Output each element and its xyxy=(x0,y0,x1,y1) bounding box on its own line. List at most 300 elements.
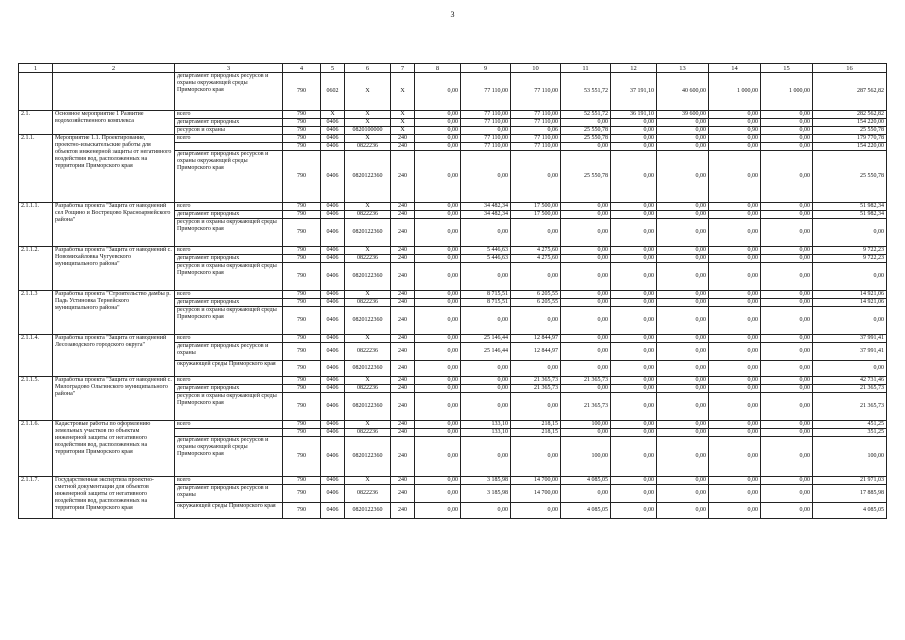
amount-col-13: 0,00 xyxy=(657,263,709,291)
section-code: 0602 xyxy=(321,73,345,111)
amount-col-15: 0,00 xyxy=(761,429,813,437)
amount-col-16: 154 220,00 xyxy=(813,119,887,127)
row-number: 2.1.1.7. xyxy=(19,477,53,519)
column-number-13: 13 xyxy=(657,64,709,73)
section-code: 0406 xyxy=(321,503,345,519)
amount-col-14: 0,00 xyxy=(709,119,761,127)
amount-col-9: 0,00 xyxy=(461,151,511,203)
target-article-code: X xyxy=(345,73,391,111)
amount-col-16: 51 982,34 xyxy=(813,203,887,211)
amount-col-16: 14 921,06 xyxy=(813,299,887,307)
amount-col-12: 0,00 xyxy=(611,247,657,255)
column-number-11: 11 xyxy=(561,64,611,73)
amount-col-15: 0,00 xyxy=(761,343,813,361)
amount-col-14: 0,00 xyxy=(709,111,761,119)
amount-col-13: 0,00 xyxy=(657,485,709,503)
grbs-code: 790 xyxy=(283,203,321,211)
amount-col-10: 0,00 xyxy=(511,151,561,203)
amount-col-9: 133,10 xyxy=(461,429,511,437)
amount-col-13: 0,00 xyxy=(657,393,709,421)
amount-col-8: 0,00 xyxy=(415,143,461,151)
section-code: 0406 xyxy=(321,203,345,211)
section-code: 0406 xyxy=(321,393,345,421)
amount-col-16: 0,00 xyxy=(813,307,887,335)
amount-col-10: 4 275,60 xyxy=(511,255,561,263)
amount-col-16: 0,00 xyxy=(813,361,887,377)
amount-col-14: 0,00 xyxy=(709,393,761,421)
expense-type-code: 240 xyxy=(391,343,415,361)
target-article-code: 0820122360 xyxy=(345,219,391,247)
grbs-code: 790 xyxy=(283,421,321,429)
responsible-executor: департамент природных xyxy=(175,299,283,307)
target-article-code: 0820122360 xyxy=(345,393,391,421)
amount-col-13: 0,00 xyxy=(657,151,709,203)
amount-col-8: 0,00 xyxy=(415,377,461,385)
amount-col-12: 0,00 xyxy=(611,151,657,203)
amount-col-15: 0,00 xyxy=(761,143,813,151)
grbs-code: 790 xyxy=(283,437,321,477)
amount-col-9: 0,00 xyxy=(461,437,511,477)
target-article-code: X xyxy=(345,421,391,429)
table-row xyxy=(19,203,887,211)
amount-col-11: 100,00 xyxy=(561,437,611,477)
amount-col-11: 0,00 xyxy=(561,307,611,335)
amount-col-12: 0,00 xyxy=(611,343,657,361)
amount-col-16: 287 562,82 xyxy=(813,73,887,111)
amount-col-15: 0,00 xyxy=(761,263,813,291)
table-row xyxy=(19,73,887,111)
amount-col-16: 51 982,34 xyxy=(813,211,887,219)
target-article-code: 0822236 xyxy=(345,211,391,219)
amount-col-10: 218,15 xyxy=(511,421,561,429)
measure-name: Государственная экспертиза проектно-сметной документации для объектов инженерной защиты от негативного воздействия вод, расположенных на территории Приморского края xyxy=(53,477,175,519)
amount-col-10: 77 110,00 xyxy=(511,111,561,119)
column-number-4: 4 xyxy=(283,64,321,73)
amount-col-14: 0,00 xyxy=(709,203,761,211)
amount-col-15: 0,00 xyxy=(761,291,813,299)
grbs-code: 790 xyxy=(283,393,321,421)
table-row xyxy=(19,477,887,485)
amount-col-13: 0,00 xyxy=(657,291,709,299)
column-number-8: 8 xyxy=(415,64,461,73)
grbs-code: 790 xyxy=(283,135,321,143)
amount-col-8: 0,00 xyxy=(415,211,461,219)
column-number-5: 5 xyxy=(321,64,345,73)
amount-col-16: 0,00 xyxy=(813,263,887,291)
target-article-code: X xyxy=(345,335,391,343)
grbs-code: 790 xyxy=(283,361,321,377)
amount-col-15: 0,00 xyxy=(761,335,813,343)
section-code: 0406 xyxy=(321,421,345,429)
responsible-executor: департамент природных ресурсов и охраны окружающей среды Приморского края xyxy=(175,151,283,203)
amount-col-14: 1 000,00 xyxy=(709,73,761,111)
amount-col-8: 0,00 xyxy=(415,429,461,437)
amount-col-9: 77 110,00 xyxy=(461,135,511,143)
amount-col-13: 40 600,00 xyxy=(657,73,709,111)
responsible-executor: всего xyxy=(175,203,283,211)
expense-type-code: 240 xyxy=(391,377,415,385)
section-code: 0406 xyxy=(321,263,345,291)
table-row xyxy=(19,421,887,429)
column-number-15: 15 xyxy=(761,64,813,73)
expense-type-code: 240 xyxy=(391,291,415,299)
expense-type-code: 240 xyxy=(391,135,415,143)
expense-type-code: 240 xyxy=(391,393,415,421)
section-code: 0406 xyxy=(321,307,345,335)
amount-col-14: 0,00 xyxy=(709,429,761,437)
amount-col-11: 0,00 xyxy=(561,219,611,247)
amount-col-15: 0,00 xyxy=(761,307,813,335)
amount-col-13: 0,00 xyxy=(657,211,709,219)
column-number-9: 9 xyxy=(461,64,511,73)
amount-col-16: 37 991,41 xyxy=(813,335,887,343)
amount-col-14: 0,00 xyxy=(709,477,761,485)
column-number-6: 6 xyxy=(345,64,391,73)
amount-col-14: 0,00 xyxy=(709,335,761,343)
amount-col-15: 0,00 xyxy=(761,127,813,135)
section-code: 0406 xyxy=(321,127,345,135)
amount-col-15: 0,00 xyxy=(761,385,813,393)
grbs-code: 790 xyxy=(283,503,321,519)
grbs-code: 790 xyxy=(283,151,321,203)
row-number: 2.1.1. xyxy=(19,135,53,203)
amount-col-9: 8 715,51 xyxy=(461,291,511,299)
amount-col-15: 0,00 xyxy=(761,361,813,377)
grbs-code: 790 xyxy=(283,111,321,119)
amount-col-8: 0,00 xyxy=(415,503,461,519)
expense-type-code: 240 xyxy=(391,485,415,503)
amount-col-13: 0,00 xyxy=(657,127,709,135)
amount-col-8: 0,00 xyxy=(415,151,461,203)
amount-col-8: 0,00 xyxy=(415,255,461,263)
responsible-executor: всего xyxy=(175,135,283,143)
budget-table xyxy=(18,63,887,519)
amount-col-8: 0,00 xyxy=(415,291,461,299)
responsible-executor: всего xyxy=(175,421,283,429)
amount-col-13: 0,00 xyxy=(657,119,709,127)
amount-col-15: 1 000,00 xyxy=(761,73,813,111)
amount-col-13: 0,00 xyxy=(657,135,709,143)
target-article-code: 0822236 xyxy=(345,299,391,307)
amount-col-8: 0,00 xyxy=(415,127,461,135)
amount-col-15: 0,00 xyxy=(761,485,813,503)
responsible-executor: всего xyxy=(175,335,283,343)
section-code: 0406 xyxy=(321,291,345,299)
amount-col-16: 154 220,00 xyxy=(813,143,887,151)
section-code: 0406 xyxy=(321,255,345,263)
responsible-executor: департамент природных xyxy=(175,211,283,219)
amount-col-13: 0,00 xyxy=(657,299,709,307)
grbs-code: 790 xyxy=(283,263,321,291)
column-number-16: 16 xyxy=(813,64,887,73)
column-number-3: 3 xyxy=(175,64,283,73)
amount-col-11: 21 365,73 xyxy=(561,377,611,385)
expense-type-code: 240 xyxy=(391,255,415,263)
amount-col-15: 0,00 xyxy=(761,437,813,477)
amount-col-10: 0,00 xyxy=(511,503,561,519)
section-code: 0406 xyxy=(321,119,345,127)
amount-col-11: 0,00 xyxy=(561,255,611,263)
amount-col-16: 21 365,73 xyxy=(813,393,887,421)
amount-col-8: 0,00 xyxy=(415,247,461,255)
measure-name: Основное мероприятие 1 Развитие водохозяйственного комплекса xyxy=(53,111,175,135)
responsible-executor: департамент природных xyxy=(175,255,283,263)
amount-col-11: 0,00 xyxy=(561,263,611,291)
section-code: 0406 xyxy=(321,247,345,255)
section-code: 0406 xyxy=(321,343,345,361)
amount-col-13: 0,00 xyxy=(657,429,709,437)
amount-col-9: 5 446,63 xyxy=(461,255,511,263)
measure-name: Кадастровые работы по оформлению земельных участков по объектам инженерной защиты от негативного воздействия вод, расположенных на территории Приморского края xyxy=(53,421,175,477)
amount-col-10: 77 110,00 xyxy=(511,143,561,151)
grbs-code: 790 xyxy=(283,291,321,299)
amount-col-15: 0,00 xyxy=(761,151,813,203)
amount-col-12: 0,00 xyxy=(611,503,657,519)
amount-col-16: 21 365,73 xyxy=(813,385,887,393)
amount-col-14: 0,00 xyxy=(709,307,761,335)
column-number-1: 1 xyxy=(19,64,53,73)
row-number: 2.1.1.5. xyxy=(19,377,53,421)
amount-col-11: 52 551,72 xyxy=(561,111,611,119)
amount-col-16: 25 550,78 xyxy=(813,151,887,203)
target-article-code: 0822236 xyxy=(345,143,391,151)
measure-name: Разработка проекта "Защита от наводнений сел Рощино и Вострецово Красноармейского района" xyxy=(53,203,175,247)
amount-col-9: 34 482,34 xyxy=(461,203,511,211)
amount-col-16: 4 085,05 xyxy=(813,503,887,519)
amount-col-14: 0,00 xyxy=(709,211,761,219)
amount-col-15: 0,00 xyxy=(761,247,813,255)
amount-col-16: 37 991,41 xyxy=(813,343,887,361)
table-row xyxy=(19,377,887,385)
amount-col-9: 0,00 xyxy=(461,263,511,291)
amount-col-14: 0,00 xyxy=(709,151,761,203)
amount-col-12: 0,00 xyxy=(611,429,657,437)
grbs-code: 790 xyxy=(283,211,321,219)
target-article-code: X xyxy=(345,135,391,143)
measure-name: Разработка проекта "Защита от наводнений с. Милоградово Ольгинского муниципального района" xyxy=(53,377,175,421)
amount-col-16: 14 921,06 xyxy=(813,291,887,299)
responsible-executor: всего xyxy=(175,247,283,255)
grbs-code: 790 xyxy=(283,299,321,307)
amount-col-11: 0,00 xyxy=(561,429,611,437)
amount-col-14: 0,00 xyxy=(709,343,761,361)
target-article-code: 0822236 xyxy=(345,385,391,393)
expense-type-code: 240 xyxy=(391,247,415,255)
expense-type-code: 240 xyxy=(391,503,415,519)
responsible-executor: ресурсов и охраны окружающей среды Приморского края xyxy=(175,219,283,247)
target-article-code: 0820122360 xyxy=(345,437,391,477)
expense-type-code: 240 xyxy=(391,437,415,477)
amount-col-11: 0,00 xyxy=(561,291,611,299)
amount-col-10: 0,00 xyxy=(511,437,561,477)
amount-col-10: 218,15 xyxy=(511,429,561,437)
amount-col-12: 0,00 xyxy=(611,135,657,143)
amount-col-12: 0,00 xyxy=(611,393,657,421)
amount-col-16: 9 722,23 xyxy=(813,255,887,263)
amount-col-9: 5 446,63 xyxy=(461,247,511,255)
amount-col-10: 0,00 xyxy=(511,361,561,377)
measure-name: Разработка проекта "Защита от наводнений Лесозаводского городского округа" xyxy=(53,335,175,377)
target-article-code: X xyxy=(345,477,391,485)
amount-col-12: 0,00 xyxy=(611,421,657,429)
section-code: 0406 xyxy=(321,429,345,437)
amount-col-14: 0,00 xyxy=(709,219,761,247)
amount-col-15: 0,00 xyxy=(761,421,813,429)
grbs-code: 790 xyxy=(283,307,321,335)
amount-col-10: 12 844,97 xyxy=(511,335,561,343)
measure-name: Разработка проекта "Строительство дамбы р. Падь Устиновка Тернейского муниципального района" xyxy=(53,291,175,335)
grbs-code: 790 xyxy=(283,143,321,151)
column-number-14: 14 xyxy=(709,64,761,73)
amount-col-9: 77 110,00 xyxy=(461,119,511,127)
amount-col-16: 21 971,03 xyxy=(813,477,887,485)
amount-col-12: 0,00 xyxy=(611,127,657,135)
amount-col-15: 0,00 xyxy=(761,211,813,219)
expense-type-code: X xyxy=(391,73,415,111)
grbs-code: 790 xyxy=(283,119,321,127)
amount-col-9: 34 482,34 xyxy=(461,211,511,219)
amount-col-11: 0,00 xyxy=(561,143,611,151)
amount-col-14: 0,00 xyxy=(709,291,761,299)
amount-col-11: 0,00 xyxy=(561,385,611,393)
amount-col-10: 0,00 xyxy=(511,219,561,247)
responsible-executor: ресурсов и охраны xyxy=(175,127,283,135)
expense-type-code: X xyxy=(391,111,415,119)
amount-col-9: 0,00 xyxy=(461,393,511,421)
amount-col-13: 0,00 xyxy=(657,143,709,151)
amount-col-8: 0,00 xyxy=(415,299,461,307)
grbs-code: 790 xyxy=(283,477,321,485)
amount-col-14: 0,00 xyxy=(709,263,761,291)
section-code: 0406 xyxy=(321,135,345,143)
target-article-code: X xyxy=(345,291,391,299)
table-row xyxy=(19,135,887,143)
amount-col-13: 0,00 xyxy=(657,377,709,385)
amount-col-11: 0,00 xyxy=(561,247,611,255)
amount-col-15: 0,00 xyxy=(761,503,813,519)
section-code: 0406 xyxy=(321,437,345,477)
responsible-executor: всего xyxy=(175,111,283,119)
amount-col-9: 0,00 xyxy=(461,503,511,519)
amount-col-9: 0,00 xyxy=(461,377,511,385)
amount-col-13: 0,00 xyxy=(657,343,709,361)
amount-col-12: 0,00 xyxy=(611,203,657,211)
amount-col-10: 6 205,55 xyxy=(511,299,561,307)
amount-col-13: 0,00 xyxy=(657,335,709,343)
amount-col-9: 0,00 xyxy=(461,361,511,377)
amount-col-12: 0,00 xyxy=(611,377,657,385)
grbs-code: 790 xyxy=(283,335,321,343)
expense-type-code: 240 xyxy=(391,211,415,219)
amount-col-10: 77 110,00 xyxy=(511,73,561,111)
amount-col-10: 17 500,00 xyxy=(511,211,561,219)
section-code: 0406 xyxy=(321,143,345,151)
grbs-code: 790 xyxy=(283,377,321,385)
responsible-executor: ресурсов и охраны окружающей среды Приморского края xyxy=(175,263,283,291)
amount-col-14: 0,00 xyxy=(709,437,761,477)
amount-col-14: 0,00 xyxy=(709,361,761,377)
row-number: 2.1.1.2. xyxy=(19,247,53,291)
amount-col-8: 0,00 xyxy=(415,119,461,127)
row-number xyxy=(19,73,53,111)
amount-col-12: 0,00 xyxy=(611,307,657,335)
amount-col-10: 0,06 xyxy=(511,127,561,135)
amount-col-15: 0,00 xyxy=(761,477,813,485)
amount-col-15: 0,00 xyxy=(761,135,813,143)
column-number-12: 12 xyxy=(611,64,657,73)
target-article-code: 0822236 xyxy=(345,429,391,437)
amount-col-14: 0,00 xyxy=(709,255,761,263)
target-article-code: X xyxy=(345,247,391,255)
amount-col-10: 14 700,00 xyxy=(511,477,561,485)
responsible-executor: ресурсов и охраны окружающей среды Приморского края xyxy=(175,307,283,335)
amount-col-8: 0,00 xyxy=(415,477,461,485)
amount-col-8: 0,00 xyxy=(415,385,461,393)
target-article-code: 0820122360 xyxy=(345,361,391,377)
amount-col-9: 3 185,98 xyxy=(461,477,511,485)
grbs-code: 790 xyxy=(283,247,321,255)
expense-type-code: 240 xyxy=(391,263,415,291)
amount-col-11: 0,00 xyxy=(561,211,611,219)
amount-col-12: 0,00 xyxy=(611,437,657,477)
amount-col-10: 14 700,00 xyxy=(511,485,561,503)
expense-type-code: 240 xyxy=(391,335,415,343)
amount-col-10: 0,00 xyxy=(511,263,561,291)
amount-col-15: 0,00 xyxy=(761,119,813,127)
amount-col-11: 0,00 xyxy=(561,299,611,307)
amount-col-16: 42 731,46 xyxy=(813,377,887,385)
amount-col-12: 0,00 xyxy=(611,299,657,307)
amount-col-8: 0,00 xyxy=(415,421,461,429)
section-code: 0406 xyxy=(321,361,345,377)
amount-col-8: 0,00 xyxy=(415,485,461,503)
expense-type-code: X xyxy=(391,127,415,135)
section-code: 0406 xyxy=(321,151,345,203)
amount-col-9: 133,10 xyxy=(461,421,511,429)
target-article-code: 0820122360 xyxy=(345,263,391,291)
responsible-executor: окружающей среды Приморского края xyxy=(175,503,283,519)
responsible-executor: департамент природных ресурсов и охраны окружающей среды Приморского края xyxy=(175,73,283,111)
amount-col-11: 25 550,78 xyxy=(561,127,611,135)
amount-col-14: 0,00 xyxy=(709,299,761,307)
amount-col-11: 21 365,73 xyxy=(561,393,611,421)
amount-col-9: 77 110,00 xyxy=(461,73,511,111)
amount-col-10: 6 205,55 xyxy=(511,291,561,299)
amount-col-8: 0,00 xyxy=(415,263,461,291)
amount-col-11: 25 550,78 xyxy=(561,151,611,203)
row-number: 2.1.1.3 xyxy=(19,291,53,335)
page-number: 3 xyxy=(450,10,455,19)
amount-col-9: 8 715,51 xyxy=(461,299,511,307)
amount-col-11: 100,00 xyxy=(561,421,611,429)
expense-type-code: 240 xyxy=(391,421,415,429)
amount-col-12: 0,00 xyxy=(611,291,657,299)
amount-col-16: 351,25 xyxy=(813,429,887,437)
grbs-code: 790 xyxy=(283,127,321,135)
amount-col-14: 0,00 xyxy=(709,247,761,255)
amount-col-13: 0,00 xyxy=(657,219,709,247)
grbs-code: 790 xyxy=(283,429,321,437)
section-code: 0406 xyxy=(321,377,345,385)
amount-col-10: 21 365,73 xyxy=(511,377,561,385)
table-row xyxy=(19,291,887,299)
amount-col-14: 0,90 xyxy=(709,127,761,135)
target-article-code: X xyxy=(345,377,391,385)
responsible-executor: департамент природных ресурсов и охраны окружающей среды Приморского края xyxy=(175,437,283,477)
measure-name xyxy=(53,73,175,111)
amount-col-16: 100,00 xyxy=(813,437,887,477)
amount-col-12: 37 191,10 xyxy=(611,73,657,111)
